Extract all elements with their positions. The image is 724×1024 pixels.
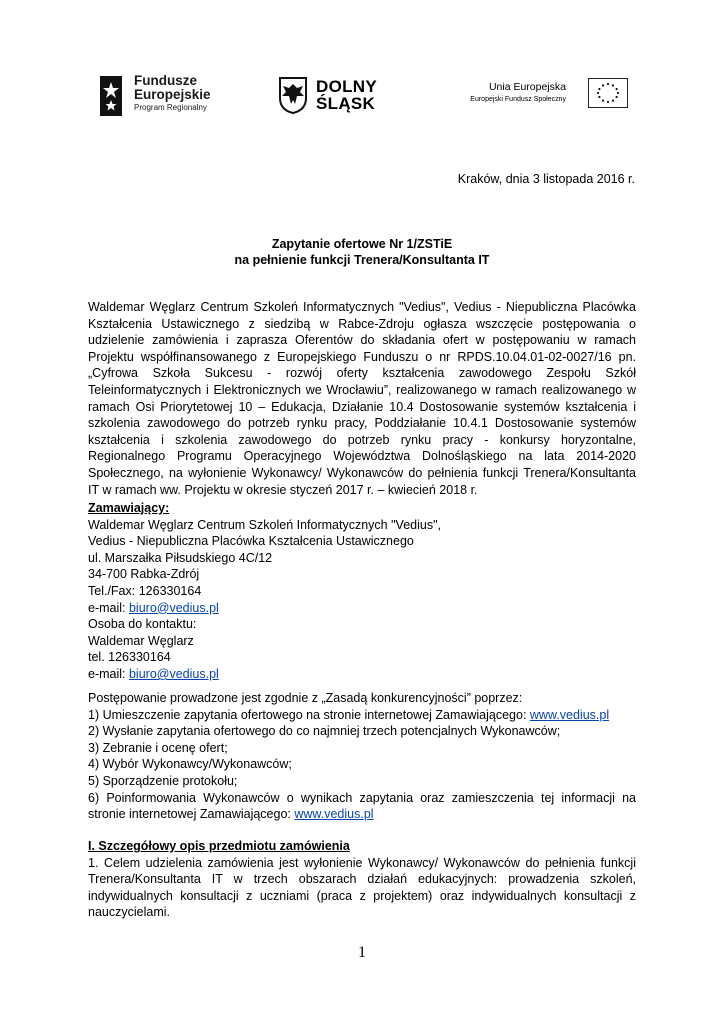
logo-fe-line3: Program Regionalny [134,103,207,112]
fundusze-europejskie-logo [96,70,236,122]
procedure-item-1-text: 1) Umieszczenie zapytania ofertowego na stronie internetowej Zamawiającego: [88,707,530,722]
contracting-party-email-row [88,600,636,617]
procedure-item-5: 5) Sporządzenie protokołu; [88,773,238,788]
contact-email-link[interactable]: biuro@vedius.pl [128,666,219,681]
eu-flag-icon [588,78,628,108]
section-1-paragraph: 1. Celem udzielenia zamówienia jest wyłonienie Wykonawcy/ Wykonawców do pełnienia funkcji Trenera/Konsultanta IT w trzech obszarach działań edukacyjnych: prowadzenia szkoleń, indywidualnych konsultacji z uczniami (praca z projektem) oraz indywidualnych konsultacji z nauczycielami. [88,855,636,920]
procedure-intro: Postępowanie prowadzone jest zgodnie z „Zasadą konkurencyjności” poprzez: [88,691,523,705]
contact-person-label: Osoba do kontaktu: [88,617,197,632]
logo-fe-line2: Europejskie [134,87,211,102]
page-number: 1 [358,944,366,961]
procedure-item-3: 3) Zebranie i ocenę ofert; [88,740,228,755]
contact-person-phone: tel. 126330164 [88,650,171,665]
procedure-item-2: 2) Wysłanie zapytania ofertowego do co najmniej trzech potencjalnych Wykonawców; [88,724,561,739]
section-1-heading: I. Szczegółowy opis przedmiotu zamówienia [88,839,350,853]
email-label: e-mail: [88,600,129,615]
intro-paragraph: Waldemar Węglarz Centrum Szkoleń Informatycznych "Vedius", Vedius - Niepubliczna Placówka Kształcenia Ustawicznego z siedzibą w Rabce-Zdroju ogłasza wszczęcie postępowania o udzielenie zamówienia i zaprasza Oferentów do składania ofert w postępowaniu w ramach Projektu współfinansowanego z Europejskiego Funduszu o nr RPDS.10.04.01-02-0027/16 pn. „Cyfrowa Szkoła Sukcesu - rozwój oferty kształcenia zawodowego Zespołu Szkół Teleinformatycznych i Elektronicznych we Wrocławiu”, realizowanego w ramach realizowanego w ramach Osi Priorytetowej 10 – Edukacja, Działanie 10.4 Dostosowanie systemów kształcenia i szkolenia zawodowego do potrzeb rynku pracy, Poddziałanie 10.4.1 Dostosowanie systemów kształcenia i szkolenia zawodowego do potrzeb rynku pracy - konkursy horyzontalne, Regionalnego Programu Operacyjnego Województwa Dolnośląskiego na lata 2014-2020 Społecznego, na wyłonienie Wykonawcy/ Wykonawców do pełnienia funkcji Trenera/Konsultanta IT w ramach ww. Projektu w okresie styczeń 2017 r. – kwiecień 2018 r. [88,300,636,497]
procedure-item-6-link[interactable]: www.vedius.pl [294,807,374,822]
logo-fe-line1: Fundusze [134,73,197,88]
contracting-party-section [88,500,636,683]
email-link[interactable]: biuro@vedius.pl [128,600,219,615]
contact-email-label: e-mail: [88,666,129,681]
title-line1: Zapytanie ofertowe Nr 1/ZSTiE [271,237,453,251]
procedure-item-1-link[interactable]: www.vedius.pl [529,707,610,722]
unia-europejska-logo [458,78,628,114]
procedure-item-6-text: 6) Poinformowania Wykonawców o wynikach zapytania oraz zamieszczenia tej informacji na stronie internetowej Zamawiającego: [88,790,636,822]
procedure-section [88,690,636,823]
contact-person-email-row [88,666,636,683]
contracting-party-phone: Tel./Fax: 126330164 [88,583,202,598]
silesian-eagle-icon [278,76,308,114]
logo-ds-line1: DOLNY [316,77,377,96]
procedure-item-4: 4) Wybór Wykonawcy/Wykonawców; [88,757,292,772]
contact-person-name: Waldemar Węglarz [88,633,194,648]
fundusze-europejskie-star-icon [96,72,126,120]
title-line2: na pełnienie funkcji Trenera/Konsultanta IT [234,253,490,267]
logo-eu-line2: Europejski Fundusz Społeczny [470,96,566,103]
procedure-item-1 [88,707,636,724]
logo-eu-line1: Unia Europejska [488,81,566,93]
contracting-party-institution: Vedius - Niepubliczna Placówka Kształcenia Ustawicznego [88,534,414,549]
document-date: Kraków, dnia 3 listopada 2016 r. [457,172,635,186]
logo-bar [96,70,636,126]
dolny-slask-logo [278,76,398,120]
contracting-party-city: 34-700 Rabka-Zdrój [88,567,200,582]
logo-ds-line2: ŚLĄSK [316,94,376,113]
contracting-party-name: Waldemar Węglarz Centrum Szkoleń Informatycznych "Vedius", [88,517,441,532]
document-title [88,236,636,268]
procedure-item-6 [88,790,636,823]
contracting-party-heading: Zamawiający: [88,501,170,515]
contracting-party-street: ul. Marszałka Piłsudskiego 4C/12 [88,550,273,565]
section-1 [88,838,636,921]
